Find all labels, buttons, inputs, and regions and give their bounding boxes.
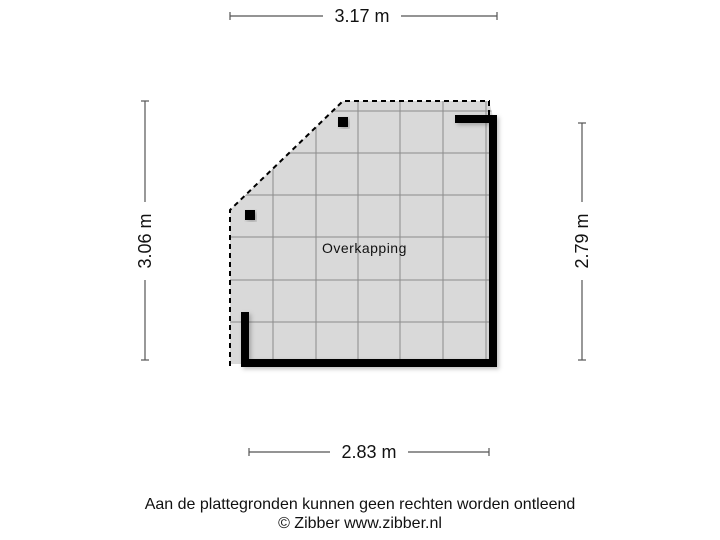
- wall-bottom: [241, 359, 497, 367]
- dimension-left-label: 3.06 m: [135, 202, 155, 280]
- dimension-right-label: 2.79 m: [572, 202, 592, 280]
- copyright-credit: © Zibber www.zibber.nl: [278, 515, 442, 532]
- wall-left-stub: [241, 312, 249, 367]
- post-column: [338, 117, 348, 127]
- dimension-bottom-label: 2.83 m: [330, 442, 408, 462]
- wall-right: [489, 115, 497, 367]
- room-label: Overkapping: [322, 240, 407, 256]
- dimension-top-label: 3.17 m: [323, 6, 401, 26]
- post-column: [245, 210, 255, 220]
- room-floor-area: [230, 101, 493, 364]
- disclaimer-text: Aan de plattegronden kunnen geen rechten worden ontleend: [144, 496, 576, 513]
